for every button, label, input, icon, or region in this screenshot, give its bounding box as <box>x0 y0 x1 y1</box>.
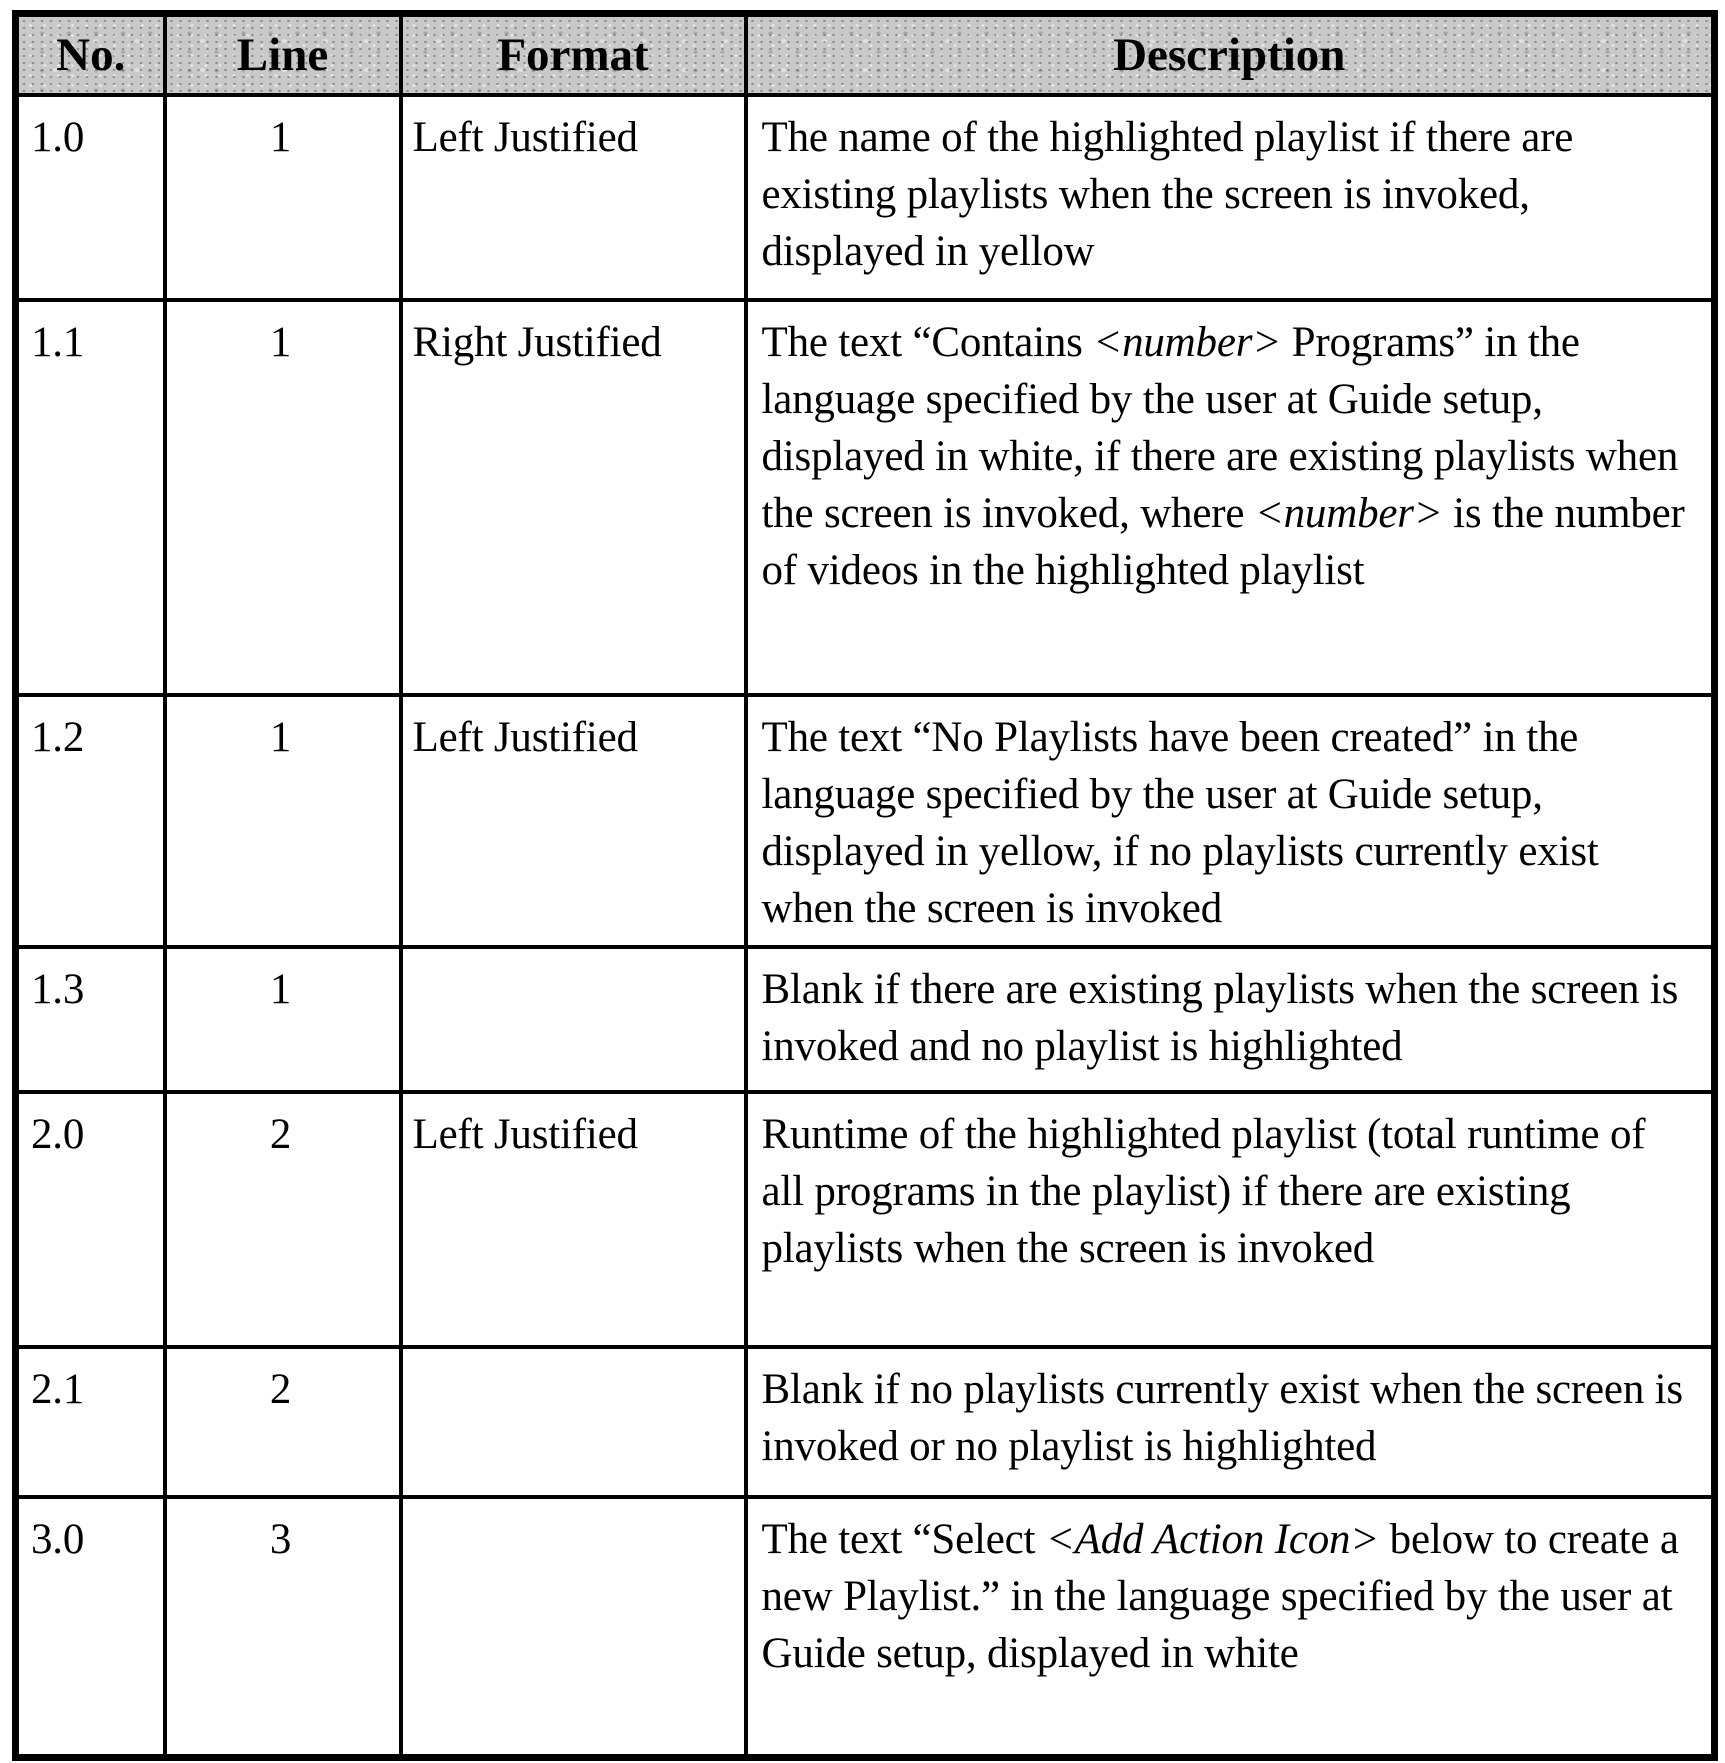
line-number-cell: 1 <box>165 300 401 695</box>
table-row <box>16 95 1715 300</box>
format-cell: Left Justified <box>401 695 746 947</box>
description-text-segment: is the number of videos in the highlighted playlist <box>761 490 1685 594</box>
description-italic-segment: <Add Action Icon> <box>1045 1516 1380 1563</box>
table-row <box>16 947 1715 1092</box>
description-text-segment: Blank if there are existing playlists when the screen is invoked and no playlist is highlighted <box>761 966 1679 1070</box>
table-row <box>16 1347 1715 1497</box>
description-cell <box>746 1347 1715 1497</box>
description-text-segment: The text “No Playlists have been created” in the language specified by the user at Guide setup, displayed in yellow, if no playlists currently exist when the screen is invoked <box>761 714 1599 932</box>
table-body <box>16 95 1715 1757</box>
line-number-cell: 1 <box>165 695 401 947</box>
header-no: No. <box>16 14 165 96</box>
table-header <box>16 14 1715 96</box>
line-number-cell: 1 <box>165 95 401 300</box>
header-description: Description <box>746 14 1715 96</box>
description-italic-segment: <number> <box>1254 490 1443 537</box>
format-cell <box>401 1347 746 1497</box>
description-cell <box>746 947 1715 1092</box>
line-number-cell: 1 <box>165 947 401 1092</box>
format-cell <box>401 1497 746 1757</box>
description-text-segment: The name of the highlighted playlist if there are existing playlists when the screen is invoked, displayed in yellow <box>761 114 1574 275</box>
description-cell <box>746 1092 1715 1347</box>
description-italic-segment: <number> <box>1093 319 1282 366</box>
line-number-cell: 2 <box>165 1347 401 1497</box>
format-cell <box>401 947 746 1092</box>
description-cell <box>746 695 1715 947</box>
line-number-cell: 3 <box>165 1497 401 1757</box>
table-row <box>16 695 1715 947</box>
table-header-row <box>16 14 1715 96</box>
description-text-segment: Programs” in the language specified by the user at Guide setup, displayed in white, if there are existing playlists when the screen is invoked, where <box>761 319 1679 537</box>
table-row <box>16 1092 1715 1347</box>
row-number-cell: 3.0 <box>16 1497 165 1757</box>
format-cell: Right Justified <box>401 300 746 695</box>
row-number-cell: 1.2 <box>16 695 165 947</box>
description-cell <box>746 1497 1715 1757</box>
description-text-segment: The text “Select <box>761 1516 1046 1563</box>
description-text-segment: Blank if no playlists currently exist when the screen is invoked or no playlist is highlighted <box>761 1366 1683 1470</box>
row-number-cell: 1.3 <box>16 947 165 1092</box>
row-number-cell: 1.0 <box>16 95 165 300</box>
header-format: Format <box>401 14 746 96</box>
line-number-cell: 2 <box>165 1092 401 1347</box>
description-cell <box>746 300 1715 695</box>
description-text-segment: Runtime of the highlighted playlist (total runtime of all programs in the playlist) if there are existing playlists when the screen is invoked <box>761 1111 1646 1272</box>
format-cell: Left Justified <box>401 95 746 300</box>
header-line: Line <box>165 14 401 96</box>
row-number-cell: 2.1 <box>16 1347 165 1497</box>
description-text-segment: The text “Contains <box>761 319 1094 366</box>
format-cell: Left Justified <box>401 1092 746 1347</box>
table-row <box>16 300 1715 695</box>
table-row <box>16 1497 1715 1757</box>
description-cell <box>746 95 1715 300</box>
document-sheet <box>12 10 1718 1761</box>
row-number-cell: 1.1 <box>16 300 165 695</box>
description-text-segment: below to create a new Playlist.” in the language specified by the user at Guide setup, displayed in white <box>761 1516 1679 1677</box>
row-number-cell: 2.0 <box>16 1092 165 1347</box>
spec-table <box>12 10 1718 1761</box>
